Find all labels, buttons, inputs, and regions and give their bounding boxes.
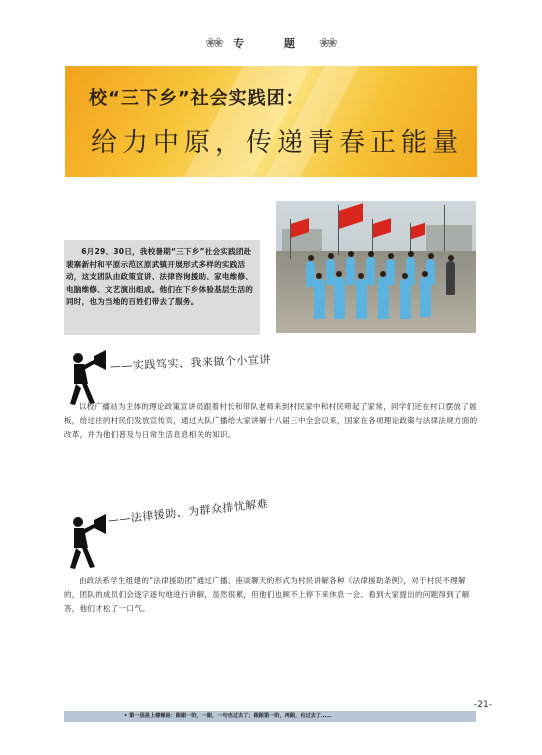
title-banner bbox=[65, 66, 477, 177]
photo-lamp-post bbox=[444, 205, 445, 251]
red-flag-icon bbox=[411, 223, 425, 240]
flower-ornament-icon: ❀❀ bbox=[318, 35, 335, 51]
person-figure bbox=[400, 279, 411, 319]
red-flag-icon bbox=[373, 218, 391, 238]
intro-paragraph: 6月29、30日，我校暑期“三下乡”社会实践团赴裴寨新村和平原示范区原武镇开展形式多样的实践活动，这支团队由政策宣讲、法律咨询援助、家电维修、电脑维修、文艺演出组成。他们在下乡体验基层生活的同时，也为当地的百姓们带去了服务。 bbox=[66, 247, 254, 307]
footer-quote: • 第一层是上楼梯是：跟跟一阶，一跟，一句也过去了；跟跟第一阶，再跟，也过去了…… bbox=[124, 713, 332, 719]
section2-title: ——法律援助、为群众排忧解难 bbox=[107, 497, 269, 527]
megaphone-figure-icon bbox=[64, 512, 110, 572]
megaphone-figure-icon bbox=[64, 348, 110, 408]
banner-subtitle: 校“三下乡”社会实践团： bbox=[89, 88, 305, 109]
section1-title: ——实践笃实、我来做个小宣讲 bbox=[109, 352, 272, 373]
person-figure bbox=[446, 261, 455, 295]
person-figure bbox=[366, 257, 375, 285]
section-header bbox=[200, 34, 340, 52]
red-flag-icon bbox=[339, 203, 363, 229]
person-figure bbox=[420, 277, 431, 317]
section1-paragraph: 以校广播站为主体的理论政策宣讲员跟着村长和带队老师来到村民家中和村民唠起了家常，同学们还在村口摆放了展板，给过往的村民们发放宣传页，通过大队广播给大家讲解十八届三中全会以来，国家在各项理论政策与法律法规方面的改革，并为他们普及与日常生活息息相关的知识。 bbox=[64, 402, 478, 439]
person-figure bbox=[314, 279, 325, 319]
page-number: -21- bbox=[474, 700, 492, 710]
photo-building bbox=[426, 225, 472, 251]
person-figure bbox=[346, 257, 355, 285]
person-figure bbox=[356, 279, 367, 319]
section-label: 专 题 bbox=[233, 37, 313, 50]
person-figure bbox=[378, 277, 389, 319]
person-figure bbox=[334, 277, 345, 319]
flower-ornament-icon: ❀❀ bbox=[205, 35, 222, 51]
banner-title: 给力中原，传递青春正能量 bbox=[91, 128, 464, 158]
section2-paragraph: 由政法系学生组建的“法律援助团”通过广播、座谈聊天的形式为村民讲解各种《法律援助条例》，对于村民不理解的，团队的成员们会逐字逐句地进行讲解，虽然很累，但他们也顾不上停下来休息一会。看到大家提出的问题得到了解答，他们才松了一口气。 bbox=[64, 576, 470, 613]
footer-bar bbox=[64, 711, 476, 722]
group-photo bbox=[276, 201, 476, 333]
intro-box bbox=[64, 240, 260, 335]
